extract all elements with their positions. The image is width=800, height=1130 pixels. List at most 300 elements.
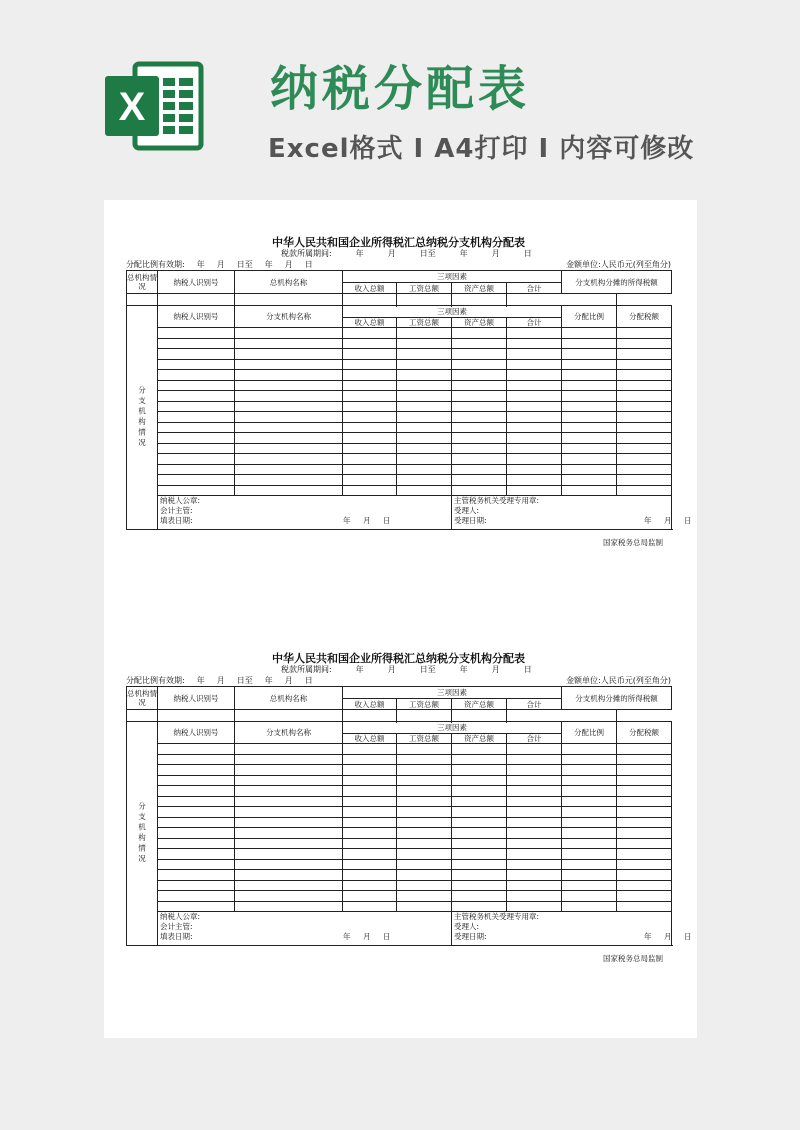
wages-cell[interactable] (397, 433, 452, 444)
ratio-cell[interactable] (562, 849, 617, 860)
assets-cell[interactable] (452, 786, 507, 797)
assets-cell[interactable] (452, 433, 507, 444)
table-row (127, 370, 672, 381)
form-title: 中华人民共和国企业所得税汇总纳税分支机构分配表 (272, 652, 525, 665)
wages-cell[interactable] (397, 901, 452, 912)
assets-cell[interactable] (452, 901, 507, 912)
branch-taxid-cell[interactable] (158, 796, 235, 807)
validity-period (126, 675, 313, 686)
head-org-label: 总机构情况 (127, 271, 158, 294)
branch-name-cell[interactable] (235, 870, 343, 881)
total-cell[interactable] (507, 328, 562, 339)
assets-cell[interactable] (452, 401, 507, 412)
branch-taxid-cell[interactable] (158, 349, 235, 360)
branch-name-cell[interactable] (235, 464, 343, 475)
wages-cell[interactable] (397, 338, 452, 349)
wages-cell[interactable] (397, 859, 452, 870)
table-row (127, 901, 672, 912)
date-unit: 年 (644, 932, 652, 941)
ratio-cell[interactable] (562, 859, 617, 870)
branch-taxid-cell[interactable] (158, 454, 235, 465)
income-cell[interactable] (343, 891, 397, 902)
head-taxid-value[interactable] (127, 294, 158, 306)
col-assets: 资产总额 (452, 734, 507, 744)
ratio-cell[interactable] (562, 786, 617, 797)
income-cell[interactable] (343, 328, 397, 339)
total-cell[interactable] (507, 859, 562, 870)
wages-cell[interactable] (397, 380, 452, 391)
total-cell[interactable] (507, 349, 562, 360)
income-cell[interactable] (343, 454, 397, 465)
branch-name-cell[interactable] (235, 380, 343, 391)
branch-taxid-cell[interactable] (158, 828, 235, 839)
total-cell[interactable] (507, 401, 562, 412)
alloc-tax-cell[interactable] (617, 786, 672, 797)
income-cell[interactable] (343, 901, 397, 912)
ratio-cell[interactable] (562, 391, 617, 402)
col-total: 合计 (507, 734, 562, 744)
branch-taxid-cell[interactable] (158, 891, 235, 902)
ratio-cell[interactable] (562, 754, 617, 765)
wages-cell[interactable] (397, 422, 452, 433)
ratio-cell[interactable] (562, 817, 617, 828)
alloc-tax-cell[interactable] (617, 828, 672, 839)
total-cell[interactable] (507, 891, 562, 902)
assets-cell[interactable] (452, 880, 507, 891)
income-cell[interactable] (343, 443, 397, 454)
assets-cell[interactable] (452, 475, 507, 486)
branch-taxid-cell[interactable] (158, 328, 235, 339)
total-cell[interactable] (507, 765, 562, 776)
branch-taxid-cell[interactable] (158, 849, 235, 860)
income-cell[interactable] (343, 422, 397, 433)
branch-name-cell[interactable] (235, 454, 343, 465)
alloc-tax-cell[interactable] (617, 880, 672, 891)
branch-taxid-cell[interactable] (158, 338, 235, 349)
table-row (127, 828, 672, 839)
alloc-tax-cell[interactable] (617, 422, 672, 433)
ratio-cell[interactable] (562, 349, 617, 360)
income-cell[interactable] (343, 464, 397, 475)
branch-name-cell[interactable] (235, 349, 343, 360)
col-head-name: 总机构名称 (235, 687, 343, 710)
assets-cell[interactable] (452, 443, 507, 454)
ratio-cell[interactable] (562, 807, 617, 818)
table-row (127, 328, 672, 339)
currency-unit: 金额单位:人民币元(列至角分) (566, 676, 671, 685)
date-unit: 年 (459, 249, 468, 258)
alloc-tax-cell[interactable] (617, 475, 672, 486)
validity-period (126, 259, 313, 270)
branch-name-cell[interactable] (235, 328, 343, 339)
col-assets: 资产总额 (452, 699, 507, 710)
ratio-cell[interactable] (562, 338, 617, 349)
branch-tax-value[interactable] (507, 294, 617, 306)
assets-cell[interactable] (452, 412, 507, 423)
total-cell[interactable] (507, 870, 562, 881)
branch-taxid-cell[interactable] (158, 370, 235, 381)
col-alloc-tax: 分配税额 (617, 722, 672, 744)
branch-name-cell[interactable] (235, 775, 343, 786)
total-cell[interactable] (507, 412, 562, 423)
assets-cell[interactable] (452, 338, 507, 349)
alloc-tax-cell[interactable] (617, 775, 672, 786)
ratio-cell[interactable] (562, 412, 617, 423)
income-cell[interactable] (343, 359, 397, 370)
assets-cell[interactable] (452, 454, 507, 465)
wages-cell[interactable] (397, 454, 452, 465)
alloc-tax-cell[interactable] (617, 870, 672, 881)
branch-taxid-cell[interactable] (158, 744, 235, 755)
wages-cell[interactable] (397, 475, 452, 486)
head-name-value[interactable] (158, 294, 235, 306)
income-cell[interactable] (343, 412, 397, 423)
wages-cell[interactable] (397, 849, 452, 860)
ratio-cell[interactable] (562, 454, 617, 465)
total-cell[interactable] (507, 838, 562, 849)
branch-taxid-cell[interactable] (158, 765, 235, 776)
branch-name-cell[interactable] (235, 849, 343, 860)
head-taxid-value[interactable] (127, 710, 158, 722)
ratio-cell[interactable] (562, 359, 617, 370)
branch-name-cell[interactable] (235, 391, 343, 402)
income-cell[interactable] (343, 859, 397, 870)
ratio-cell[interactable] (562, 401, 617, 412)
total-cell[interactable] (507, 370, 562, 381)
wages-cell[interactable] (397, 838, 452, 849)
branch-taxid-cell[interactable] (158, 838, 235, 849)
branch-taxid-cell[interactable] (158, 380, 235, 391)
branch-name-cell[interactable] (235, 796, 343, 807)
date-unit: 月 (216, 260, 225, 269)
wages-cell[interactable] (397, 328, 452, 339)
branch-taxid-cell[interactable] (158, 391, 235, 402)
income-cell[interactable] (343, 349, 397, 360)
branch-taxid-cell[interactable] (158, 807, 235, 818)
branch-name-cell[interactable] (235, 401, 343, 412)
ratio-cell[interactable] (562, 880, 617, 891)
total-cell[interactable] (507, 443, 562, 454)
total-cell[interactable] (507, 380, 562, 391)
agency-note: 国家税务总局监制 (603, 954, 663, 963)
income-cell[interactable] (343, 391, 397, 402)
branch-name-cell[interactable] (235, 359, 343, 370)
wages-cell[interactable] (397, 412, 452, 423)
wages-cell[interactable] (397, 828, 452, 839)
ratio-cell[interactable] (562, 433, 617, 444)
ratio-cell[interactable] (562, 328, 617, 339)
alloc-tax-cell[interactable] (617, 849, 672, 860)
assets-cell[interactable] (452, 828, 507, 839)
alloc-tax-cell[interactable] (617, 765, 672, 776)
wages-cell[interactable] (397, 391, 452, 402)
alloc-tax-cell[interactable] (617, 328, 672, 339)
income-cell[interactable] (343, 817, 397, 828)
wages-cell[interactable] (397, 359, 452, 370)
assets-cell[interactable] (452, 464, 507, 475)
branch-taxid-cell[interactable] (158, 485, 235, 496)
branch-name-cell[interactable] (235, 475, 343, 486)
branch-taxid-cell[interactable] (158, 786, 235, 797)
date-unit: 年 (355, 665, 364, 674)
total-cell[interactable] (507, 475, 562, 486)
income-cell[interactable] (343, 838, 397, 849)
branch-name-cell[interactable] (235, 744, 343, 755)
assets-cell[interactable] (452, 359, 507, 370)
assets-cell[interactable] (452, 838, 507, 849)
branch-taxid-cell[interactable] (158, 464, 235, 475)
table-row (127, 838, 672, 849)
total-cell[interactable] (507, 338, 562, 349)
table-row (127, 433, 672, 444)
alloc-tax-cell[interactable] (617, 370, 672, 381)
ratio-cell[interactable] (562, 765, 617, 776)
branch-taxid-cell[interactable] (158, 443, 235, 454)
col-branch-tax: 分支机构分摊的所得税额 (562, 271, 672, 294)
table-row (127, 870, 672, 881)
income-cell[interactable] (343, 786, 397, 797)
date-unit: 年 (355, 249, 364, 258)
branch-name-cell[interactable] (235, 901, 343, 912)
total-cell[interactable] (507, 359, 562, 370)
branch-name-cell[interactable] (235, 485, 343, 496)
col-alloc-tax: 分配税额 (617, 306, 672, 328)
ratio-cell[interactable] (562, 744, 617, 755)
alloc-tax-cell[interactable] (617, 796, 672, 807)
tax-period (281, 664, 542, 675)
income-cell[interactable] (343, 807, 397, 818)
assets-cell[interactable] (452, 765, 507, 776)
branch-taxid-cell[interactable] (158, 401, 235, 412)
assets-cell[interactable] (452, 391, 507, 402)
alloc-tax-cell[interactable] (617, 485, 672, 496)
wages-cell[interactable] (397, 485, 452, 496)
wages-cell[interactable] (397, 443, 452, 454)
branch-taxid-cell[interactable] (158, 422, 235, 433)
income-cell[interactable] (343, 754, 397, 765)
ratio-cell[interactable] (562, 370, 617, 381)
ratio-cell[interactable] (562, 901, 617, 912)
wages-cell[interactable] (397, 775, 452, 786)
ratio-cell[interactable] (562, 422, 617, 433)
head-name-value[interactable] (158, 710, 235, 722)
table-row (127, 349, 672, 360)
receiver-label: 受理人: (454, 922, 480, 931)
branch-taxid-cell[interactable] (158, 880, 235, 891)
wages-cell[interactable] (397, 817, 452, 828)
total-cell[interactable] (507, 880, 562, 891)
branch-name-cell[interactable] (235, 370, 343, 381)
wages-cell[interactable] (397, 891, 452, 902)
alloc-tax-cell[interactable] (617, 754, 672, 765)
date-unit: 日 (523, 249, 532, 258)
date-unit: 年 (343, 932, 351, 941)
ratio-cell[interactable] (562, 443, 617, 454)
income-cell[interactable] (343, 433, 397, 444)
assets-cell[interactable] (452, 817, 507, 828)
branch-taxid-cell[interactable] (158, 901, 235, 912)
alloc-tax-cell[interactable] (617, 817, 672, 828)
alloc-tax-cell[interactable] (617, 380, 672, 391)
branch-taxid-cell[interactable] (158, 754, 235, 765)
total-cell[interactable] (507, 796, 562, 807)
branch-taxid-cell[interactable] (158, 412, 235, 423)
table-row (127, 859, 672, 870)
ratio-cell[interactable] (562, 891, 617, 902)
branch-table (126, 305, 692, 530)
income-cell[interactable] (343, 380, 397, 391)
assets-cell[interactable] (452, 849, 507, 860)
assets-cell[interactable] (452, 380, 507, 391)
ratio-cell[interactable] (562, 796, 617, 807)
branch-name-cell[interactable] (235, 754, 343, 765)
income-cell[interactable] (343, 775, 397, 786)
income-cell[interactable] (343, 765, 397, 776)
alloc-tax-cell[interactable] (617, 338, 672, 349)
assets-cell[interactable] (452, 328, 507, 339)
alloc-tax-cell[interactable] (617, 401, 672, 412)
date-unit: 月 (491, 665, 500, 674)
income-cell[interactable] (343, 370, 397, 381)
wages-cell[interactable] (397, 754, 452, 765)
branch-name-cell[interactable] (235, 838, 343, 849)
income-cell[interactable] (343, 828, 397, 839)
wages-cell[interactable] (397, 765, 452, 776)
wages-cell[interactable] (397, 870, 452, 881)
total-cell[interactable] (507, 454, 562, 465)
assets-cell[interactable] (452, 775, 507, 786)
wages-cell[interactable] (397, 349, 452, 360)
wages-cell[interactable] (397, 807, 452, 818)
branch-name-cell[interactable] (235, 433, 343, 444)
total-cell[interactable] (507, 754, 562, 765)
income-cell[interactable] (343, 401, 397, 412)
wages-cell[interactable] (397, 401, 452, 412)
branch-taxid-cell[interactable] (158, 859, 235, 870)
total-cell[interactable] (507, 422, 562, 433)
branch-tax-value[interactable] (507, 710, 617, 722)
income-cell[interactable] (343, 475, 397, 486)
branch-name-cell[interactable] (235, 891, 343, 902)
ratio-cell[interactable] (562, 475, 617, 486)
branch-taxid-cell[interactable] (158, 870, 235, 881)
branch-taxid-cell[interactable] (158, 359, 235, 370)
assets-cell[interactable] (452, 370, 507, 381)
assets-cell[interactable] (452, 485, 507, 496)
total-cell[interactable] (507, 786, 562, 797)
alloc-tax-cell[interactable] (617, 433, 672, 444)
branch-name-cell[interactable] (235, 422, 343, 433)
ratio-cell[interactable] (562, 485, 617, 496)
alloc-tax-cell[interactable] (617, 443, 672, 454)
total-cell[interactable] (507, 433, 562, 444)
branch-name-cell[interactable] (235, 817, 343, 828)
alloc-tax-cell[interactable] (617, 391, 672, 402)
col-three-factors: 三项因素 (343, 306, 562, 318)
ratio-cell[interactable] (562, 838, 617, 849)
total-cell[interactable] (507, 775, 562, 786)
income-cell[interactable] (343, 870, 397, 881)
branch-name-cell[interactable] (235, 412, 343, 423)
alloc-tax-cell[interactable] (617, 454, 672, 465)
total-cell[interactable] (507, 464, 562, 475)
assets-cell[interactable] (452, 807, 507, 818)
branch-taxid-cell[interactable] (158, 433, 235, 444)
wages-cell[interactable] (397, 786, 452, 797)
income-cell[interactable] (343, 485, 397, 496)
alloc-tax-cell[interactable] (617, 891, 672, 902)
total-cell[interactable] (507, 828, 562, 839)
wages-cell[interactable] (397, 744, 452, 755)
assets-cell[interactable] (452, 870, 507, 881)
ratio-cell[interactable] (562, 870, 617, 881)
branch-name-cell[interactable] (235, 338, 343, 349)
table-row (127, 485, 672, 496)
alloc-tax-cell[interactable] (617, 744, 672, 755)
alloc-tax-cell[interactable] (617, 359, 672, 370)
assets-cell[interactable] (452, 422, 507, 433)
income-cell[interactable] (343, 796, 397, 807)
wages-cell[interactable] (397, 796, 452, 807)
branch-taxid-cell[interactable] (158, 775, 235, 786)
ratio-cell[interactable] (562, 828, 617, 839)
assets-cell[interactable] (452, 891, 507, 902)
assets-cell[interactable] (452, 744, 507, 755)
total-cell[interactable] (507, 817, 562, 828)
ratio-cell[interactable] (562, 464, 617, 475)
alloc-tax-cell[interactable] (617, 859, 672, 870)
assets-cell[interactable] (452, 796, 507, 807)
total-cell[interactable] (507, 901, 562, 912)
date-unit: 日至 (236, 260, 253, 269)
branch-taxid-cell[interactable] (158, 475, 235, 486)
total-cell[interactable] (507, 744, 562, 755)
branch-name-cell[interactable] (235, 880, 343, 891)
branch-name-cell[interactable] (235, 443, 343, 454)
total-cell[interactable] (507, 807, 562, 818)
branch-name-cell[interactable] (235, 807, 343, 818)
assets-cell[interactable] (452, 859, 507, 870)
branch-taxid-cell[interactable] (158, 817, 235, 828)
alloc-tax-cell[interactable] (617, 349, 672, 360)
ratio-cell[interactable] (562, 775, 617, 786)
alloc-tax-cell[interactable] (617, 412, 672, 423)
alloc-tax-cell[interactable] (617, 901, 672, 912)
wages-cell[interactable] (397, 880, 452, 891)
table-row (127, 880, 672, 891)
income-cell[interactable] (343, 849, 397, 860)
branch-name-cell[interactable] (235, 765, 343, 776)
total-cell[interactable] (507, 485, 562, 496)
income-cell[interactable] (343, 744, 397, 755)
alloc-tax-cell[interactable] (617, 807, 672, 818)
branch-name-cell[interactable] (235, 786, 343, 797)
branch-name-cell[interactable] (235, 828, 343, 839)
income-cell[interactable] (343, 880, 397, 891)
alloc-tax-cell[interactable] (617, 464, 672, 475)
alloc-tax-cell[interactable] (617, 838, 672, 849)
wages-cell[interactable] (397, 464, 452, 475)
assets-cell[interactable] (452, 349, 507, 360)
branch-name-cell[interactable] (235, 859, 343, 870)
income-cell[interactable] (343, 338, 397, 349)
ratio-cell[interactable] (562, 380, 617, 391)
date-unit: 年 (644, 516, 652, 525)
total-cell[interactable] (507, 391, 562, 402)
wages-cell[interactable] (397, 370, 452, 381)
assets-cell[interactable] (452, 754, 507, 765)
total-cell[interactable] (507, 849, 562, 860)
